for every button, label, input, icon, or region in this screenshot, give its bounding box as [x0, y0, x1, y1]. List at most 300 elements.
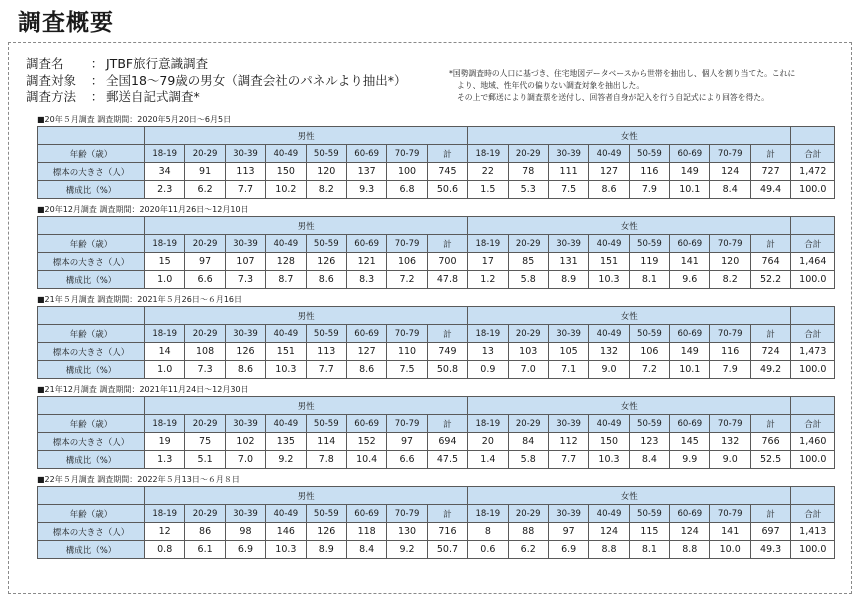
ratio-label: 構成比（%）	[38, 271, 145, 289]
ratio-label: 構成比（%）	[38, 541, 145, 559]
meta-survey-name	[26, 56, 407, 73]
male-sample-cell: 113	[306, 343, 346, 361]
age-header-cell: 20-29	[508, 325, 548, 343]
male-ratio-cell: 8.6	[225, 361, 265, 379]
male-ratio-cell: 50.6	[427, 181, 467, 199]
male-header: 男性	[145, 397, 468, 415]
male-ratio-cell: 10.2	[266, 181, 306, 199]
female-sample-cell: 120	[710, 253, 750, 271]
female-sample-cell: 103	[508, 343, 548, 361]
female-ratio-cell: 7.0	[508, 361, 548, 379]
age-header-cell: 30-39	[548, 325, 588, 343]
male-ratio-cell: 47.5	[427, 451, 467, 469]
male-sample-cell: 19	[145, 433, 185, 451]
male-sample-cell: 694	[427, 433, 467, 451]
age-header-cell: 18-19	[145, 145, 185, 163]
age-header-cell: 60-69	[670, 415, 710, 433]
age-header-cell: 70-79	[710, 235, 750, 253]
age-header-cell: 70-79	[387, 415, 427, 433]
male-sample-cell: 118	[346, 523, 386, 541]
section-caption: ■21年12月調査 調査期間：2021年11月24日～12月30日	[37, 385, 249, 394]
male-header: 男性	[145, 217, 468, 235]
ratio-label: 構成比（%）	[38, 451, 145, 469]
age-header-cell: 30-39	[225, 415, 265, 433]
female-ratio-cell: 8.2	[710, 271, 750, 289]
male-sample-cell: 14	[145, 343, 185, 361]
age-header-cell: 18-19	[468, 235, 508, 253]
age-header-cell: 30-39	[548, 505, 588, 523]
age-header-cell: 40-49	[266, 325, 306, 343]
female-ratio-cell: 5.8	[508, 271, 548, 289]
age-header-cell: 50-59	[306, 145, 346, 163]
total-header: 合計	[791, 505, 835, 523]
note-line: *国勢調査時の人口に基づき、住宅地図データベースから世帯を抽出し、個人を割り当てた。これに	[449, 69, 796, 78]
male-ratio-cell: 6.6	[185, 271, 225, 289]
male-sample-cell: 120	[306, 163, 346, 181]
male-ratio-cell: 5.1	[185, 451, 225, 469]
male-sample-cell: 150	[266, 163, 306, 181]
female-ratio-cell: 6.9	[548, 541, 588, 559]
age-header-cell: 70-79	[710, 505, 750, 523]
male-sample-cell: 12	[145, 523, 185, 541]
age-header-cell: 70-79	[710, 415, 750, 433]
age-header-cell: 40-49	[589, 505, 629, 523]
female-ratio-cell: 5.3	[508, 181, 548, 199]
female-ratio-cell: 9.9	[670, 451, 710, 469]
male-sample-cell: 97	[387, 433, 427, 451]
female-sample-cell: 727	[750, 163, 790, 181]
age-header-row	[38, 505, 835, 523]
age-label: 年齢（歳）	[38, 505, 145, 523]
total-sample-cell: 1,460	[791, 433, 835, 451]
age-header-cell: 計	[750, 235, 790, 253]
note-line: より、地域、性年代の偏りない調査対象を抽出した。	[457, 81, 645, 90]
female-sample-cell: 127	[589, 163, 629, 181]
age-header-cell: 40-49	[266, 505, 306, 523]
header-blank-cell	[38, 487, 145, 505]
meta-label: 調査対象	[26, 72, 77, 88]
female-sample-cell: 85	[508, 253, 548, 271]
female-header: 女性	[468, 217, 791, 235]
male-ratio-cell: 7.0	[225, 451, 265, 469]
female-header: 女性	[468, 487, 791, 505]
sample-size-row	[38, 343, 835, 361]
female-ratio-cell: 8.1	[629, 271, 669, 289]
male-sample-cell: 91	[185, 163, 225, 181]
female-header: 女性	[468, 307, 791, 325]
female-sample-cell: 116	[710, 343, 750, 361]
meta-value: 全国18～79歳の男女（調査会社のパネルより抽出*）	[106, 72, 407, 88]
age-header-cell: 40-49	[589, 145, 629, 163]
male-header: 男性	[145, 307, 468, 325]
sample-size-row	[38, 253, 835, 271]
female-ratio-cell: 49.4	[750, 181, 790, 199]
sample-size-label: 標本の大きさ（人）	[38, 523, 145, 541]
female-sample-cell: 78	[508, 163, 548, 181]
male-ratio-cell: 7.5	[387, 361, 427, 379]
age-header-cell: 20-29	[508, 505, 548, 523]
age-header-cell: 30-39	[225, 235, 265, 253]
age-header-cell: 30-39	[548, 415, 588, 433]
age-header-cell: 30-39	[548, 235, 588, 253]
female-ratio-cell: 6.2	[508, 541, 548, 559]
age-header-cell: 60-69	[670, 505, 710, 523]
sample-size-row	[38, 163, 835, 181]
male-ratio-cell: 8.4	[346, 541, 386, 559]
male-sample-cell: 151	[266, 343, 306, 361]
male-sample-cell: 135	[266, 433, 306, 451]
age-header-cell: 70-79	[387, 325, 427, 343]
age-label: 年齢（歳）	[38, 235, 145, 253]
age-label: 年齢（歳）	[38, 415, 145, 433]
female-sample-cell: 141	[670, 253, 710, 271]
age-header-cell: 20-29	[185, 325, 225, 343]
header-blank-cell	[38, 127, 145, 145]
female-ratio-cell: 7.5	[548, 181, 588, 199]
female-ratio-cell: 10.3	[589, 451, 629, 469]
age-header-cell: 60-69	[346, 145, 386, 163]
female-ratio-cell: 1.4	[468, 451, 508, 469]
gender-header-row	[38, 397, 835, 415]
male-ratio-cell: 7.8	[306, 451, 346, 469]
age-header-cell: 18-19	[145, 415, 185, 433]
age-header-cell: 18-19	[468, 415, 508, 433]
female-ratio-cell: 8.4	[710, 181, 750, 199]
age-header-cell: 計	[750, 415, 790, 433]
age-header-cell: 計	[750, 505, 790, 523]
sample-size-row	[38, 523, 835, 541]
age-header-cell: 40-49	[589, 325, 629, 343]
female-ratio-cell: 49.3	[750, 541, 790, 559]
female-sample-cell: 131	[548, 253, 588, 271]
total-sample-cell: 1,413	[791, 523, 835, 541]
age-header-cell: 20-29	[508, 415, 548, 433]
female-sample-cell: 22	[468, 163, 508, 181]
age-header-cell: 30-39	[548, 145, 588, 163]
header-blank-cell	[791, 397, 835, 415]
age-header-cell: 30-39	[225, 325, 265, 343]
male-sample-cell: 126	[306, 523, 346, 541]
female-ratio-cell: 10.1	[670, 361, 710, 379]
male-sample-cell: 128	[266, 253, 306, 271]
age-header-row	[38, 415, 835, 433]
age-header-cell: 40-49	[266, 415, 306, 433]
age-header-row	[38, 325, 835, 343]
female-sample-cell: 132	[710, 433, 750, 451]
age-header-cell: 計	[750, 145, 790, 163]
age-header-cell: 50-59	[629, 145, 669, 163]
male-ratio-cell: 6.1	[185, 541, 225, 559]
section-caption: ■20年12月調査 調査期間：2020年11月26日～12月10日	[37, 205, 249, 214]
gender-header-row	[38, 127, 835, 145]
meta-label: 調査名	[26, 56, 64, 71]
male-ratio-cell: 50.8	[427, 361, 467, 379]
male-sample-cell: 110	[387, 343, 427, 361]
female-sample-cell: 124	[710, 163, 750, 181]
male-ratio-cell: 1.0	[145, 361, 185, 379]
female-ratio-cell: 8.8	[589, 541, 629, 559]
age-header-cell: 60-69	[346, 505, 386, 523]
female-sample-cell: 97	[548, 523, 588, 541]
male-ratio-cell: 2.3	[145, 181, 185, 199]
female-sample-cell: 84	[508, 433, 548, 451]
age-header-cell: 40-49	[589, 415, 629, 433]
female-sample-cell: 764	[750, 253, 790, 271]
gender-header-row	[38, 217, 835, 235]
male-sample-cell: 716	[427, 523, 467, 541]
age-header-cell: 50-59	[629, 415, 669, 433]
male-ratio-cell: 9.2	[266, 451, 306, 469]
total-header: 合計	[791, 145, 835, 163]
age-header-cell: 20-29	[508, 235, 548, 253]
ratio-label: 構成比（%）	[38, 181, 145, 199]
sample-size-label: 標本の大きさ（人）	[38, 253, 145, 271]
age-header-cell: 20-29	[185, 505, 225, 523]
male-sample-cell: 126	[306, 253, 346, 271]
age-header-cell: 50-59	[629, 325, 669, 343]
female-sample-cell: 13	[468, 343, 508, 361]
female-ratio-cell: 10.0	[710, 541, 750, 559]
ratio-row	[38, 541, 835, 559]
male-sample-cell: 121	[346, 253, 386, 271]
male-ratio-cell: 10.3	[266, 361, 306, 379]
female-sample-cell: 151	[589, 253, 629, 271]
age-header-cell: 60-69	[670, 325, 710, 343]
female-sample-cell: 697	[750, 523, 790, 541]
sample-size-label: 標本の大きさ（人）	[38, 163, 145, 181]
age-header-cell: 50-59	[629, 505, 669, 523]
male-ratio-cell: 8.6	[306, 271, 346, 289]
female-ratio-cell: 7.9	[710, 361, 750, 379]
male-sample-cell: 86	[185, 523, 225, 541]
male-sample-cell: 152	[346, 433, 386, 451]
female-sample-cell: 150	[589, 433, 629, 451]
age-header-cell: 50-59	[306, 235, 346, 253]
female-sample-cell: 141	[710, 523, 750, 541]
female-ratio-cell: 52.2	[750, 271, 790, 289]
age-header-cell: 18-19	[468, 325, 508, 343]
male-sample-cell: 113	[225, 163, 265, 181]
total-sample-cell: 1,472	[791, 163, 835, 181]
female-sample-cell: 123	[629, 433, 669, 451]
page-title: 調査概要	[18, 10, 114, 36]
male-sample-cell: 700	[427, 253, 467, 271]
female-sample-cell: 111	[548, 163, 588, 181]
male-sample-cell: 100	[387, 163, 427, 181]
female-sample-cell: 20	[468, 433, 508, 451]
male-sample-cell: 106	[387, 253, 427, 271]
age-label: 年齢（歳）	[38, 325, 145, 343]
gender-header-row	[38, 307, 835, 325]
male-sample-cell: 34	[145, 163, 185, 181]
male-ratio-cell: 8.7	[266, 271, 306, 289]
male-sample-cell: 102	[225, 433, 265, 451]
header-blank-cell	[791, 217, 835, 235]
female-sample-cell: 132	[589, 343, 629, 361]
male-sample-cell: 127	[346, 343, 386, 361]
age-header-cell: 50-59	[629, 235, 669, 253]
male-ratio-cell: 47.8	[427, 271, 467, 289]
female-ratio-cell: 0.6	[468, 541, 508, 559]
female-ratio-cell: 8.8	[670, 541, 710, 559]
meta-survey-target	[26, 73, 407, 90]
male-ratio-cell: 6.8	[387, 181, 427, 199]
age-header-cell: 18-19	[468, 505, 508, 523]
male-sample-cell: 130	[387, 523, 427, 541]
female-ratio-cell: 7.7	[548, 451, 588, 469]
age-header-cell: 70-79	[387, 235, 427, 253]
meta-value: 郵送自記式調査*	[106, 89, 200, 104]
age-header-cell: 30-39	[225, 145, 265, 163]
female-sample-cell: 116	[629, 163, 669, 181]
female-ratio-cell: 8.6	[589, 181, 629, 199]
male-ratio-cell: 6.9	[225, 541, 265, 559]
age-header-cell: 18-19	[145, 235, 185, 253]
header-blank-cell	[38, 307, 145, 325]
male-ratio-cell: 7.3	[225, 271, 265, 289]
male-sample-cell: 749	[427, 343, 467, 361]
survey-table	[37, 306, 835, 379]
female-ratio-cell: 1.2	[468, 271, 508, 289]
age-header-cell: 18-19	[468, 145, 508, 163]
male-sample-cell: 98	[225, 523, 265, 541]
age-header-cell: 計	[427, 145, 467, 163]
female-sample-cell: 106	[629, 343, 669, 361]
age-header-cell: 50-59	[306, 325, 346, 343]
ratio-row	[38, 451, 835, 469]
total-header: 合計	[791, 325, 835, 343]
meta-colon: ：	[90, 56, 104, 71]
female-sample-cell: 124	[670, 523, 710, 541]
male-ratio-cell: 10.3	[266, 541, 306, 559]
sample-size-label: 標本の大きさ（人）	[38, 343, 145, 361]
age-header-cell: 60-69	[670, 235, 710, 253]
survey-table	[37, 396, 835, 469]
female-header: 女性	[468, 127, 791, 145]
header-blank-cell	[38, 217, 145, 235]
age-header-cell: 18-19	[145, 505, 185, 523]
female-ratio-cell: 49.2	[750, 361, 790, 379]
age-header-cell: 20-29	[185, 145, 225, 163]
female-sample-cell: 17	[468, 253, 508, 271]
male-ratio-cell: 7.7	[225, 181, 265, 199]
ratio-row	[38, 181, 835, 199]
total-ratio-cell: 100.0	[791, 181, 835, 199]
male-sample-cell: 146	[266, 523, 306, 541]
meta-colon: ：	[90, 72, 104, 88]
male-sample-cell: 97	[185, 253, 225, 271]
male-sample-cell: 126	[225, 343, 265, 361]
male-ratio-cell: 7.7	[306, 361, 346, 379]
female-ratio-cell: 7.2	[629, 361, 669, 379]
section-caption: ■21年５月調査 調査期間：2021年５月26日～６月16日	[37, 295, 242, 304]
female-sample-cell: 149	[670, 163, 710, 181]
age-header-cell: 計	[427, 415, 467, 433]
age-header-cell: 60-69	[346, 325, 386, 343]
male-ratio-cell: 8.2	[306, 181, 346, 199]
age-header-cell: 70-79	[710, 325, 750, 343]
sample-size-row	[38, 433, 835, 451]
female-ratio-cell: 9.0	[710, 451, 750, 469]
female-ratio-cell: 8.4	[629, 451, 669, 469]
female-ratio-cell: 52.5	[750, 451, 790, 469]
female-sample-cell: 88	[508, 523, 548, 541]
male-ratio-cell: 8.3	[346, 271, 386, 289]
ratio-label: 構成比（%）	[38, 361, 145, 379]
female-sample-cell: 119	[629, 253, 669, 271]
female-sample-cell: 124	[589, 523, 629, 541]
age-header-cell: 50-59	[306, 505, 346, 523]
survey-table	[37, 216, 835, 289]
male-ratio-cell: 10.4	[346, 451, 386, 469]
sample-size-label: 標本の大きさ（人）	[38, 433, 145, 451]
female-sample-cell: 112	[548, 433, 588, 451]
female-ratio-cell: 10.3	[589, 271, 629, 289]
male-sample-cell: 75	[185, 433, 225, 451]
age-header-cell: 70-79	[710, 145, 750, 163]
female-sample-cell: 105	[548, 343, 588, 361]
male-sample-cell: 15	[145, 253, 185, 271]
age-header-row	[38, 145, 835, 163]
meta-colon: ：	[90, 89, 104, 104]
survey-table	[37, 126, 835, 199]
age-header-cell: 計	[427, 505, 467, 523]
age-header-cell: 計	[750, 325, 790, 343]
age-header-cell: 計	[427, 235, 467, 253]
male-ratio-cell: 6.2	[185, 181, 225, 199]
male-ratio-cell: 8.6	[346, 361, 386, 379]
male-ratio-cell: 1.0	[145, 271, 185, 289]
total-sample-cell: 1,464	[791, 253, 835, 271]
meta-value: JTBF旅行意識調査	[106, 56, 209, 71]
male-ratio-cell: 50.7	[427, 541, 467, 559]
female-ratio-cell: 7.1	[548, 361, 588, 379]
ratio-row	[38, 361, 835, 379]
age-header-cell: 計	[427, 325, 467, 343]
age-header-cell: 60-69	[346, 235, 386, 253]
female-sample-cell: 149	[670, 343, 710, 361]
total-ratio-cell: 100.0	[791, 271, 835, 289]
age-header-cell: 40-49	[266, 235, 306, 253]
survey-meta	[26, 56, 407, 106]
age-header-row	[38, 235, 835, 253]
note-line: その上で郵送により調査票を送付し、回答者自身が記入を行う自記式により回答を得た。	[457, 93, 769, 102]
age-header-cell: 20-29	[185, 415, 225, 433]
age-header-cell: 70-79	[387, 505, 427, 523]
age-header-cell: 40-49	[589, 235, 629, 253]
male-sample-cell: 114	[306, 433, 346, 451]
female-ratio-cell: 7.9	[629, 181, 669, 199]
male-ratio-cell: 0.8	[145, 541, 185, 559]
meta-survey-method	[26, 89, 407, 106]
age-header-cell: 60-69	[670, 145, 710, 163]
total-sample-cell: 1,473	[791, 343, 835, 361]
total-ratio-cell: 100.0	[791, 451, 835, 469]
meta-label: 調査方法	[26, 89, 77, 104]
age-header-cell: 40-49	[266, 145, 306, 163]
header-blank-cell	[38, 397, 145, 415]
total-ratio-cell: 100.0	[791, 361, 835, 379]
male-ratio-cell: 8.9	[306, 541, 346, 559]
female-ratio-cell: 8.9	[548, 271, 588, 289]
age-label: 年齢（歳）	[38, 145, 145, 163]
female-sample-cell: 724	[750, 343, 790, 361]
section-caption: ■20年５月調査 調査期間：2020年5月20日～6月5日	[37, 115, 232, 124]
male-header: 男性	[145, 127, 468, 145]
male-ratio-cell: 7.2	[387, 271, 427, 289]
age-header-cell: 70-79	[387, 145, 427, 163]
survey-sections	[37, 113, 831, 563]
